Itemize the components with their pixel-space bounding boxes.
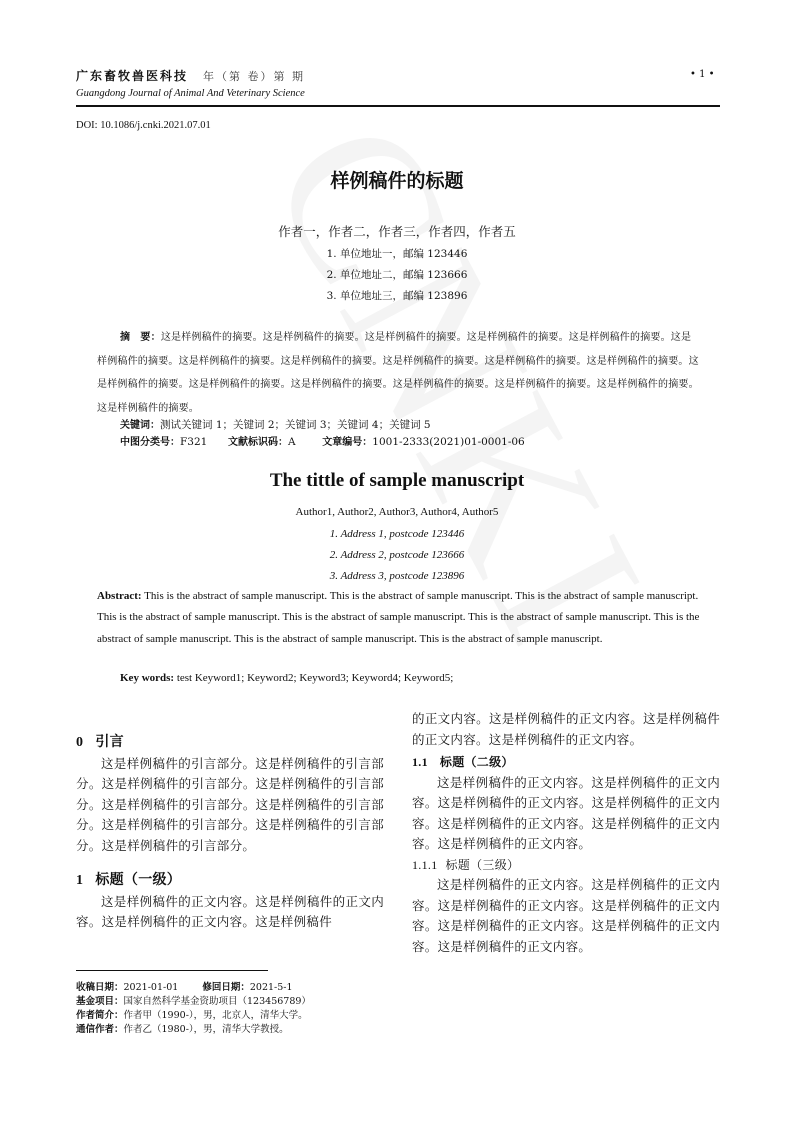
section-number: 1 [76,873,84,888]
revised-date: 2021-5-1 [249,982,293,993]
revised-label: 修回日期： [202,982,250,993]
right-column [412,709,720,957]
keywords-cn-text: 测试关键词 1；关键词 2；关键词 3；关键词 4；关键词 5 [160,419,431,431]
abstract-en-label: Abstract: [97,590,142,602]
section-heading-intro [76,732,384,754]
section-heading-1-1-1 [412,855,720,876]
abstract-cn-text: 这是样例稿件的摘要。这是样例稿件的摘要。这是样例稿件的摘要。这是样例稿件的摘要。这是样例稿件的摘要。这是样例稿件的摘要。这是样例稿件的摘要。这是样例稿件的摘要。这是样例稿件的摘要。这是样例稿件的摘要。这是样例稿件的摘要。这是样例稿件的摘要。这是样例稿件的摘要。这是样例稿件的摘要。这是样例稿件的摘要。这是样例稿件的摘要。这是样例稿件的摘要。这是样例稿件的摘要。 [97,332,699,414]
section-title: 标题（三级） [445,857,520,872]
section-number: 0 [76,735,84,750]
section-1-paragraph-continued: 的正文内容。这是样例稿件的正文内容。这是样例稿件的正文内容。这是样例稿件的正文内容。 [412,711,720,747]
affiliation-en-3: 3. Address 3, postcode 123896 [329,570,465,582]
footnote-fund [76,993,311,1007]
section-1-1-1-paragraph: 这是样例稿件的正文内容。这是样例稿件的正文内容。这是样例稿件的正文内容。这是样例稿件的正文内容。这是样例稿件的正文内容。这是样例稿件的正文内容。这是样例稿件的正文内容。 [412,877,720,954]
affiliation-cn-3: 3. 单位地址三，邮编 123896 [326,290,468,302]
keywords-cn [120,416,431,432]
keywords-en-text: test Keyword1; Keyword2; Keyword3; Keyword4; Keyword5; [176,672,454,684]
keywords-cn-label: 关键词： [120,420,160,431]
doi: DOI: 10.1086/j.cnki.2021.07.01 [76,120,211,131]
footnote-corresponding [76,1021,289,1035]
affiliation-cn-1: 1. 单位地址一，邮编 123446 [326,248,468,260]
received-label: 收稿日期： [76,982,124,993]
doc-code-label: 文献标识码： [228,437,289,448]
footnote-author-bio [76,1007,308,1021]
journal-name-en: Guangdong Journal of Animal And Veterinary Science [76,88,305,99]
abstract-cn-label: 摘 要： [120,332,161,343]
classification-line [120,433,525,448]
affiliation-en-2: 2. Address 2, postcode 123666 [329,549,465,561]
journal-volume: 年（第 卷）第 期 [203,70,305,83]
fund-label: 基金项目： [76,996,124,1007]
bio-text: 作者甲（1990-），男，北京人，清华大学。 [123,1010,308,1021]
received-date: 2021-01-01 [123,982,179,993]
section-title: 引言 [95,734,124,750]
section-1-1-paragraph: 这是样例稿件的正文内容。这是样例稿件的正文内容。这是样例稿件的正文内容。这是样例稿件的正文内容。这是样例稿件的正文内容。这是样例稿件的正文内容。这是样例稿件的正文内容。 [412,774,720,851]
footnote-dates [76,979,293,993]
intro-paragraph: 这是样例稿件的引言部分。这是样例稿件的引言部分。这是样例稿件的引言部分。这是样例稿件的引言部分。这是样例稿件的引言部分。这是样例稿件的引言部分。这是样例稿件的引言部分。这是样例稿件的引言部分。这是样例稿件的引言部分。 [76,755,384,853]
bio-label: 作者简介： [76,1010,124,1021]
header-rule [76,105,720,107]
doc-code-value: A [288,436,296,448]
abstract-en-text: This is the abstract of sample manuscript. This is the abstract of sample manuscript. This is the abstract of sample manuscript. This is the abstract of sample manuscript. This is the abstract of sample manuscript. This is the abstract of sample manuscript. This is the abstract of sample manuscript. This is the abstract of sample manuscript. This is the abstract of sample manuscript. [97,590,700,645]
page-number: • 1 • [690,69,715,80]
section-heading-1 [76,870,384,892]
section-number: 1.1.1 [412,857,438,872]
footnote-rule [76,970,268,971]
title-en: The tittle of sample manuscript [269,470,525,491]
section-title: 标题（一级） [95,872,182,888]
journal-name-cn: 广东畜牧兽医科技 [76,69,189,83]
title-cn: 样例稿件的标题 [330,170,464,192]
abstract-en [97,586,701,650]
abstract-cn [97,326,701,420]
corresponding-text: 作者乙（1980-），男，清华大学教授。 [123,1024,289,1035]
authors-en: Author1, Author2, Author3, Author4, Author5 [295,506,499,518]
keywords-en-label: Key words: [120,672,175,684]
clc-label: 中图分类号： [120,437,180,448]
corresponding-label: 通信作者： [76,1024,124,1035]
left-column [76,732,384,933]
section-1-paragraph: 这是样例稿件的正文内容。这是样例稿件的正文内容。这是样例稿件的正文内容。这是样例稿件 [76,893,384,929]
section-heading-1-1 [412,752,720,773]
fund-text: 国家自然科学基金资助项目（123456789） [123,996,311,1007]
article-number-value: 1001-2333(2021)01-0001-06 [372,436,525,448]
article-number-label: 文章编号： [322,437,373,448]
section-number: 1.1 [412,755,428,769]
affiliation-cn-2: 2. 单位地址二，邮编 123666 [326,269,468,281]
section-title: 标题（二级） [439,755,514,769]
clc-value: F321 [180,436,208,448]
authors-cn: 作者一，作者二，作者三，作者四，作者五 [278,224,516,239]
affiliation-en-1: 1. Address 1, postcode 123446 [329,528,465,540]
keywords-en [120,672,453,684]
